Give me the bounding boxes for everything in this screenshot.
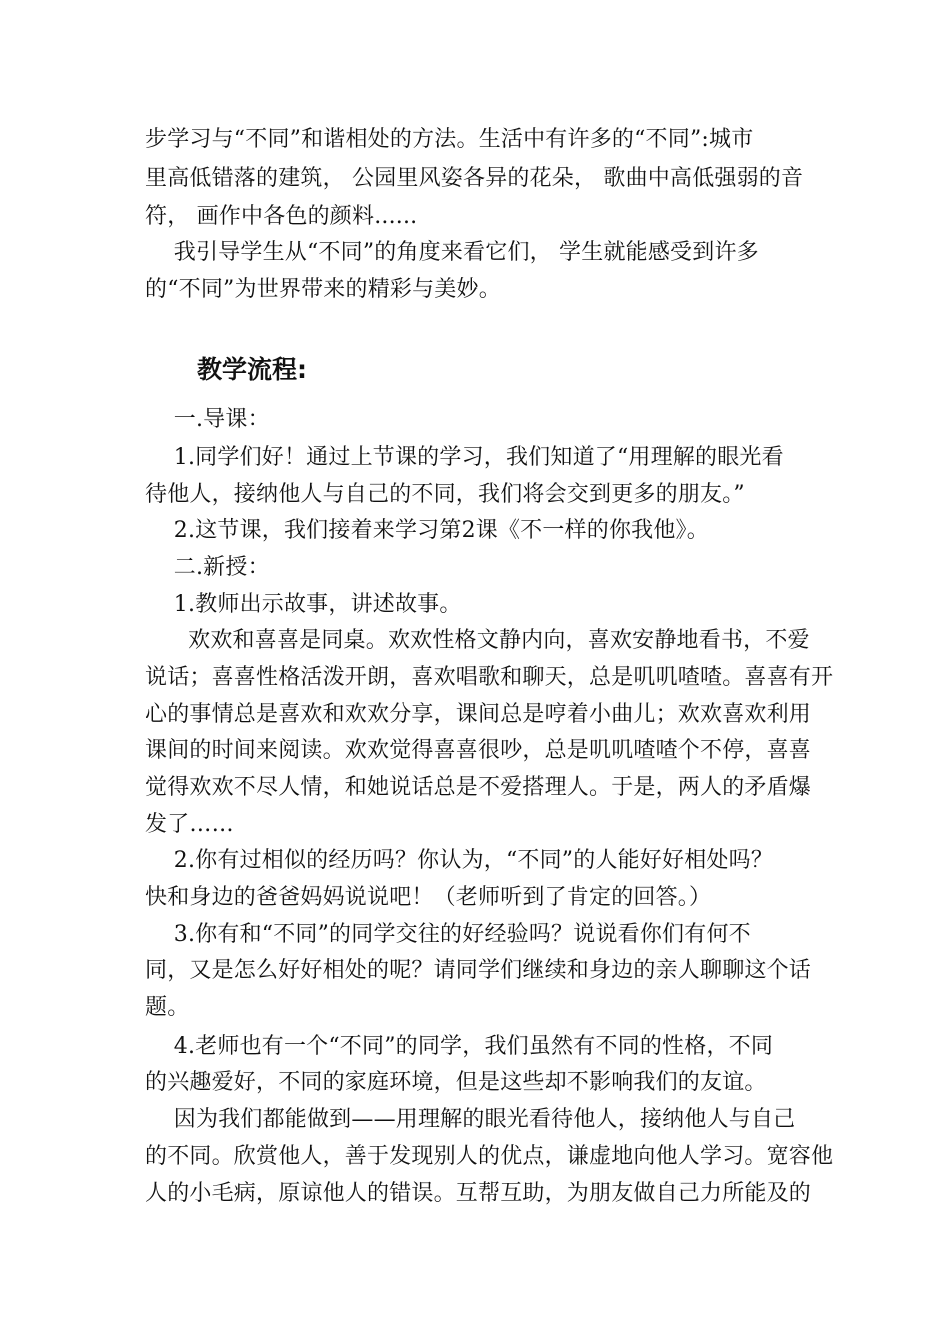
- body-line: 快和身边的爸爸妈妈说说吧！（老师听到了肯定的回答。）: [145, 885, 712, 910]
- body-line: 的兴趣爱好，不同的家庭环境，但是这些却不影响我们的友谊。: [145, 1070, 767, 1095]
- body-line: 2.你有过相似的经历吗？你认为，“不同”的人能好好相处吗？: [145, 848, 774, 873]
- body-line: 发了……: [145, 812, 234, 837]
- body-line: 4.老师也有一个“不同”的同学，我们虽然有不同的性格，不同: [145, 1034, 774, 1059]
- intro-line: 的“不同”为世界带来的精彩与美妙。: [145, 277, 501, 302]
- body-line: 同，又是怎么好好相处的呢？请同学们继续和身边的亲人聊聊这个话: [145, 958, 812, 983]
- body-line: 课间的时间来阅读。欢欢觉得喜喜很吵，总是叽叽喳喳个不停，喜喜: [145, 738, 812, 763]
- body-line: 因为我们都能做到——用理解的眼光看待他人，接纳他人与自己: [145, 1107, 796, 1132]
- body-line: 3.你有和“不同”的同学交往的好经验吗？说说看你们有何不: [145, 922, 751, 947]
- body-line: 2.这节课，我们接着来学习第2课《不一样的你我他》。: [145, 518, 709, 543]
- body-line: 1.同学们好！通过上节课的学习，我们知道了“用理解的眼光看: [145, 445, 784, 470]
- intro-line: 我引导学生从“不同”的角度来看它们， 学生就能感受到许多: [145, 240, 759, 265]
- section-heading: 教学流程:: [197, 355, 307, 384]
- body-line: 一.导课：: [145, 407, 270, 432]
- intro-line: 步学习与“不同”和谐相处的方法。生活中有许多的“不同”:城市: [145, 127, 754, 152]
- body-line: 二.新授：: [145, 555, 270, 580]
- body-line: 1.教师出示故事，讲述故事。: [145, 592, 462, 617]
- intro-line: 符， 画作中各色的颜料......: [145, 204, 418, 229]
- body-line: 心的事情总是喜欢和欢欢分享，课间总是哼着小曲儿；欢欢喜欢利用: [145, 702, 812, 727]
- body-line: 觉得欢欢不尽人情，和她说话总是不爱搭理人。于是，两人的矛盾爆: [145, 775, 812, 800]
- body-line: 欢欢和喜喜是同桌。欢欢性格文静内向，喜欢安静地看书，不爱: [145, 628, 810, 653]
- body-line: 题。: [145, 995, 190, 1020]
- body-line: 的不同。欣赏他人，善于发现别人的优点，谦虚地向他人学习。宽容他: [145, 1144, 834, 1169]
- body-line: 待他人，接纳他人与自己的不同，我们将会交到更多的朋友。”: [145, 482, 745, 507]
- body-line: 说话；喜喜性格活泼开朗，喜欢唱歌和聊天，总是叽叽喳喳。喜喜有开: [145, 665, 834, 690]
- body-line: 人的小毛病，原谅他人的错误。互帮互助，为朋友做自己力所能及的: [145, 1181, 812, 1206]
- intro-line: 里高低错落的建筑， 公园里风姿各异的花朵， 歌曲中高低强弱的音: [145, 166, 804, 191]
